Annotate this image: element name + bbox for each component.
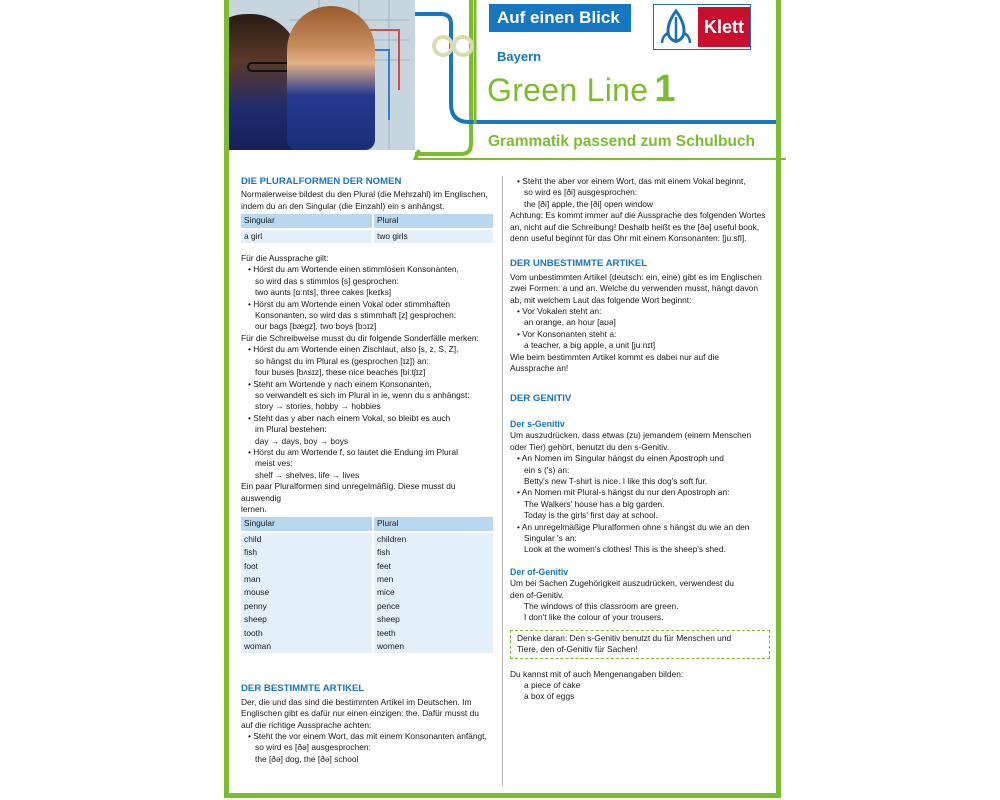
text-line: denn useful beginnt für das Ohr mit einem Konsonanten: [juːsfl].: [510, 233, 747, 244]
content-area: [229, 166, 776, 794]
table-row: [241, 600, 493, 613]
quantity-text: [510, 669, 770, 703]
column-divider: [502, 176, 503, 786]
table-row: [241, 640, 493, 653]
cell-singular: woman: [241, 640, 373, 653]
cell-plural: pence: [373, 600, 493, 613]
text-line: story → stories, hobby → hobbies: [255, 401, 381, 412]
plural-rules: [241, 253, 496, 515]
bullet-line: • Hörst du am Wortende einen stimmlosen Konsonanten,: [248, 264, 459, 275]
bullet-line: • An Nomen im Singular hängst du einen Apostroph und: [517, 453, 724, 464]
column-header-singular: Singular: [241, 517, 373, 531]
badge-auf-einen-blick: Auf einen Blick: [489, 4, 631, 32]
subtitle: Grammatik passend zum Schulbuch: [488, 133, 756, 150]
table-irregular-plurals: [241, 517, 493, 653]
text-line: our bags [bægz], two boys [bɔɪz]: [255, 321, 377, 332]
text-line: Ein paar Pluralformen sind unregelmäßig. Diese musst du auswendig: [241, 481, 456, 503]
text-line: so wird das s stimmlos [s] gesprochen:: [255, 275, 399, 286]
cover-sheet: [224, 0, 781, 798]
subheading-s-genitiv: Der s-Genitiv: [510, 418, 565, 429]
text-line: so verwandelt es sich im Plural in ie, wenn du s anhängst:: [255, 389, 470, 400]
hint-box: [510, 630, 770, 659]
hint-text: [517, 633, 763, 656]
text-line: Tiere, den of-Genitiv für Sachen!: [517, 644, 638, 655]
bullet-line: • Hörst du am Wortende einen Vokal oder stimmhaften: [248, 298, 451, 309]
text-line: Konsonanten, so wird das s stimmhaft [z] gesprochen:: [255, 310, 457, 321]
text-line: zwei Formen: a und an. Welche du verwenden musst, hängt davon: [510, 283, 758, 294]
text-line: two aunts [ɑːnts], three cakes [keɪks]: [255, 287, 392, 298]
cell-singular: mouse: [241, 586, 373, 599]
text-line: Denke daran: Den s-Genitiv benutzt du für Menschen und: [517, 632, 732, 643]
bullet-line: • Steht the aber vor einem Wort, das mit einem Vokal beginnt,: [517, 176, 746, 186]
right-column: [510, 166, 770, 703]
text-line: Singular 's an:: [524, 532, 577, 543]
klett-wordmark: Klett: [698, 7, 750, 47]
text-line: a teacher, a big apple, a unit [juːnɪt]: [524, 340, 656, 351]
text-line: an, nicht auf die Schreibung! Deshalb heißt es the [ðə] useful book,: [510, 221, 760, 232]
text-line: a piece of cake: [524, 680, 581, 691]
text-line: oder Tier) gehört, benutzt du den s-Genitiv.: [510, 441, 670, 452]
text-line: Look at the women's clothes! This is the sheep's shed.: [524, 544, 726, 555]
table-row: [241, 560, 493, 573]
text-line: Wie beim bestimmten Artikel kommt es dabei nur auf die: [510, 351, 719, 362]
text-line: so hängst du im Plural es (gesprochen [ɪz]) an:: [255, 355, 429, 366]
klett-logo: [653, 4, 751, 50]
column-header-plural: Plural: [373, 214, 493, 228]
cell-plural: children: [373, 532, 493, 546]
cell-singular: sheep: [241, 613, 373, 626]
heading-unbestimmte-artikel: DER UNBESTIMMTE ARTIKEL: [510, 258, 648, 270]
cell-plural: women: [373, 640, 493, 653]
text-line: den of-Genitiv.: [510, 589, 564, 600]
subheading-of-genitiv: Der of-Genitiv: [510, 566, 569, 577]
region-label: Bayern: [497, 49, 542, 64]
heading-genitiv: DER GENITIV: [510, 392, 572, 404]
cell-plural: two girls: [373, 229, 493, 243]
boy-figure: [287, 6, 375, 150]
text-line: the [ðə] dog, the [ðə] school: [255, 753, 359, 764]
bullet-line: • Hörst du am Wortende f, so lautet die Endung im Plural: [248, 446, 458, 457]
cell-singular: fish: [241, 546, 373, 559]
bullet-line: • An Nomen mit Plural-s hängst du nur den Apostroph an:: [517, 487, 730, 498]
bullet-line: • Steht the vor einem Wort, das mit einem Konsonanten anfängt,: [248, 731, 487, 742]
bullet-line: • Steht das y aber nach einem Vokal, so bleibt es auch: [248, 412, 451, 423]
cell-singular: penny: [241, 600, 373, 613]
cell-plural: feet: [373, 560, 493, 573]
klett-leaf-icon: [654, 5, 698, 49]
bullet-line: • Vor Vokalen steht an:: [517, 306, 602, 317]
table-row: [241, 573, 493, 586]
text-line: so wird es [ðə] ausgesprochen:: [255, 742, 371, 753]
text-line: Vom unbestimmten Artikel (deutsch: ein, eine) gibt es im Englischen: [510, 271, 762, 282]
text-line: Um auszudrücken, dass etwas (zu) jemandem (einem Menschen: [510, 430, 752, 441]
text-line: Betty's new T-shirt is nice. I like this dog's soft fur.: [524, 475, 708, 486]
text-line: so wird es [ði] ausgesprochen:: [524, 187, 638, 198]
column-header-plural: Plural: [373, 517, 493, 531]
text-line: ab, mit welchem Laut das folgende Wort beginnt:: [510, 294, 692, 305]
bullet-line: • Vor Konsonanten steht a:: [517, 328, 617, 339]
text-line: Aussprache an!: [510, 363, 569, 374]
bullet-line: • An unregelmäßige Pluralformen ohne s hängst du wie an den: [517, 521, 750, 532]
title-green-line: [487, 68, 676, 111]
heading-bestimmte-artikel: DER BESTIMMTE ARTIKEL: [241, 683, 365, 695]
heading-pluralformen: DIE PLURALFORMEN DER NOMEN: [241, 176, 402, 187]
table-row: [241, 532, 493, 546]
text-line: meist ves:: [255, 458, 293, 469]
plural-intro: [241, 189, 496, 212]
text-line: indem du an den Singular (die Einzahl) ein s anhängst.: [241, 200, 445, 211]
cell-singular: child: [241, 532, 373, 546]
definite-article-text: [241, 697, 496, 765]
cell-plural: sheep: [373, 613, 493, 626]
cell-plural: teeth: [373, 627, 493, 640]
infinity-icon: [434, 37, 472, 55]
text-line: day → days, boy → boys: [255, 435, 349, 446]
column-header-singular: Singular: [241, 214, 373, 228]
indefinite-article-text: [510, 272, 770, 375]
text-line: Today is the girls' first day at school.: [524, 510, 658, 521]
cell-singular: man: [241, 573, 373, 586]
table-row: [241, 229, 493, 243]
text-line: lernen.: [241, 503, 267, 514]
bullet-line: • Steht am Wortende y nach einem Konsonanten,: [248, 378, 432, 389]
text-line: im Plural bestehen:: [255, 424, 327, 435]
bullet-line: • Hörst du am Wortende einen Zischlaut, also [s, z, S, Z],: [248, 344, 459, 355]
table-row: [241, 546, 493, 559]
table-row: [241, 586, 493, 599]
left-column: [241, 166, 496, 765]
cell-singular: tooth: [241, 627, 373, 640]
text-line: ein s ('s) an:: [524, 464, 570, 475]
title-text: Green Line: [487, 72, 649, 108]
text-line: the [ði] apple, the [ði] open window: [524, 198, 653, 209]
text-line: Achtung: Es kommt immer auf die Aussprache des folgenden Wortes: [510, 210, 766, 221]
of-genitive-text: [510, 578, 770, 624]
text-line: Normalerweise bildest du den Plural (die Mehrzahl) im Englischen,: [241, 189, 488, 200]
cell-singular: a girl: [241, 229, 373, 243]
cell-plural: men: [373, 573, 493, 586]
text-line: an orange, an hour [aʊə]: [524, 317, 616, 328]
definite-article-continued: [510, 176, 770, 244]
text-line: Der, die und das sind die bestimmten Artikel im Deutschen. Im: [241, 696, 472, 707]
text-line: Englischen gibt es dafür nur einen einzigen: the. Dafür musst du: [241, 708, 479, 719]
text-line: The windows of this classroom are green.: [524, 601, 679, 611]
cell-plural: fish: [373, 546, 493, 559]
text-line: a box of eggs: [524, 691, 575, 702]
text-line: I don't like the colour of your trousers.: [524, 612, 664, 623]
text-line: four buses [bʌsɪz], these nice beaches [biːtʃɪz]: [255, 367, 426, 378]
s-genitive-text: [510, 430, 770, 555]
table-singular-plural-regular: [241, 214, 493, 243]
cell-plural: mice: [373, 586, 493, 599]
text-line: Für die Schreibweise musst du dir folgende Sonderfälle merken:: [241, 332, 479, 343]
text-line: Um bei Sachen Zugehörigkeit auszudrücken, verwendest du: [510, 578, 734, 589]
text-line: Für die Aussprache gilt:: [241, 253, 329, 264]
table-row: [241, 627, 493, 640]
text-line: auf die richtige Aussprache achten:: [241, 719, 372, 730]
glasses: [247, 62, 291, 72]
text-line: shelf → shelves, life → lives: [255, 469, 360, 480]
text-line: Du kannst mit of auch Mengenangaben bilden:: [510, 668, 684, 679]
cover-photo: [229, 0, 415, 150]
volume-number: 1: [654, 68, 676, 110]
table-row: [241, 613, 493, 626]
cell-singular: foot: [241, 560, 373, 573]
text-line: The Walkers' house has a big garden.: [524, 498, 665, 509]
